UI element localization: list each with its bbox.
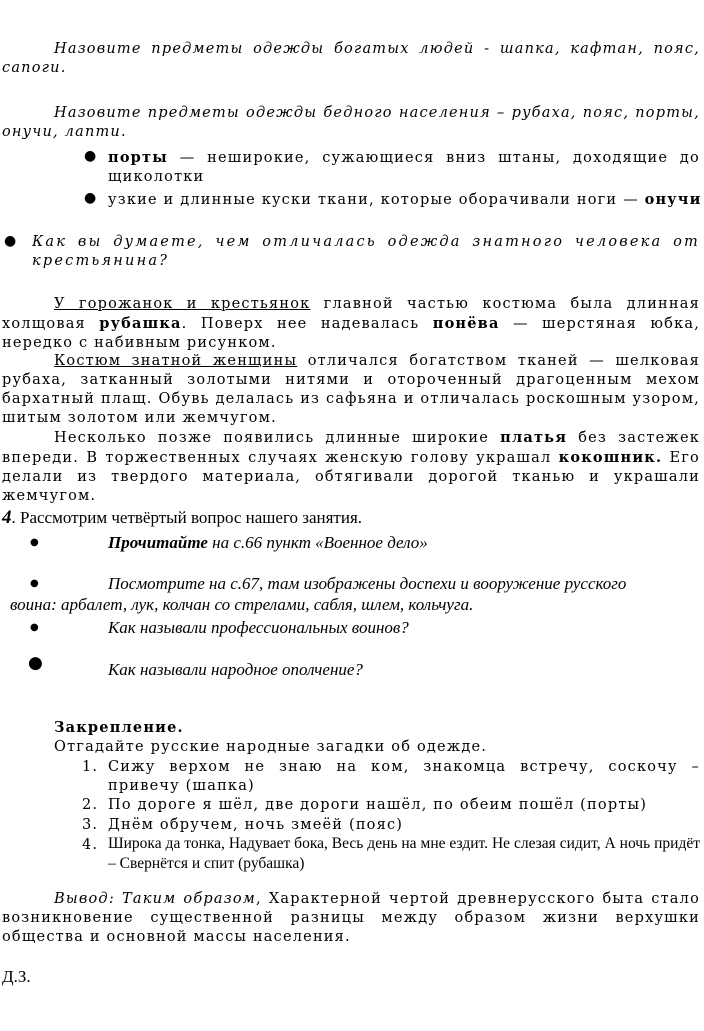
conclusion-label: Вывод: Таким образом xyxy=(54,891,256,907)
paragraph-noble-costume: Костюм знатной женщины отличался богатством тканей — шелковая рубаха, затканный золотыми нитями и отороченный драгоценным мехом бархатный плащ. Обувь делалась из сафьяна и отличалась роскошным узором, шитым золотом или жемчугом. xyxy=(2,353,700,426)
question-poor-clothing xyxy=(2,104,700,142)
term-onuchi: онучи xyxy=(644,191,702,208)
term-platya: платья xyxy=(500,429,568,446)
bullet-icon: ● xyxy=(30,578,39,589)
riddles-intro: Отгадайте русские народные загадки об одежде. xyxy=(54,739,488,755)
term-poneva: понёва xyxy=(432,315,500,332)
task-professional-warriors: Как называли профессиональных воинов? xyxy=(108,618,409,637)
task-militia: Как называли народное ополчение? xyxy=(108,660,363,679)
task-look-page-line2: воина: арбалет, лук, колчан со стрелами, сабля, шлем, кольчуга. xyxy=(10,595,474,614)
conclusion-paragraph xyxy=(2,890,700,947)
term-porty: порты xyxy=(108,149,168,166)
task-look-page-line1: Посмотрите на с.67, там изображены доспехи и вооружение русского xyxy=(108,574,627,593)
question-rich-clothing-text: Назовите предметы одежды богатых людей - шапка, кафтан, пояс, сапоги. xyxy=(2,41,700,76)
riddle-number: 2. xyxy=(82,797,99,813)
question-number: 4 xyxy=(2,507,12,528)
term-rubashka: рубашка xyxy=(99,315,182,332)
bullet-icon: ● xyxy=(84,190,97,206)
underlined-phrase: Костюм знатной женщины xyxy=(54,353,298,369)
section-heading-fixing: Закрепление. xyxy=(54,719,184,736)
paragraph-peasant-costume: У горожанок и крестьянок главной частью костюма была длинная холщовая рубашка. Поверх нее надевалась понёва — шерстяная юбка, нередко с набивным рисунком. xyxy=(2,296,701,351)
homework-label: Д.З. xyxy=(2,967,31,986)
conclusion-text: , Характерной чертой древнерусского быта стало возникновение существенной разницы между образом жизни верхушки общества и основной массы населения. xyxy=(2,891,700,945)
question-rich-clothing xyxy=(2,40,700,78)
term-kokoshnik: кокошник. xyxy=(558,449,663,466)
riddle-number: 1. xyxy=(82,759,99,775)
bullet-icon: ● xyxy=(28,653,43,673)
riddle-number: 4. xyxy=(82,837,99,853)
bullet-icon: ● xyxy=(30,622,39,633)
question-four-heading: 4. Рассмотрим четвёртый вопрос нашего занятия. xyxy=(2,507,363,528)
definition-onuchi-text: узкие и длинные куски ткани, которые оборачивали ноги — xyxy=(108,192,645,208)
bullet-icon: ● xyxy=(84,148,97,164)
riddle-item-2: По дороге я шёл, две дороги нашёл, по обеим пошёл (порты) xyxy=(108,797,648,813)
task-read-bold: Прочитайте xyxy=(108,533,208,552)
question-noble-vs-peasant-text: Как вы думаете, чем отличалась одежда знатного человека от крестьянина? xyxy=(32,234,700,269)
bullet-icon: ● xyxy=(4,233,17,249)
paragraph-dresses-kokoshnik: Несколько позже появились длинные широкие платья без застежек впереди. В торжественных случаях женскую голову украшал кокошник. Его делали из твердого материала, обтягивали дорогой тканью и украшали жемчугом. xyxy=(2,429,701,504)
riddle-item-4: Широка да тонка, Надувает бока, Весь день на мне ездит. Не слезая сидит, А ночь придёт – Свернётся и спит (рубашка) xyxy=(108,835,700,872)
task-read-page: Прочитайте на с.66 пункт «Военное дело» xyxy=(108,533,428,552)
bullet-icon: ● xyxy=(30,537,39,548)
definition-porty xyxy=(108,148,700,187)
riddle-item-3: Днём обручем, ночь змеёй (пояс) xyxy=(108,817,404,833)
riddle-number: 3. xyxy=(82,817,99,833)
definition-onuchi xyxy=(108,190,704,210)
definition-porty-text: — неширокие, сужающиеся вниз штаны, доходящие до щиколотки xyxy=(108,150,700,185)
question-noble-vs-peasant xyxy=(32,233,700,271)
question-poor-clothing-text: Назовите предметы одежды бедного населения – рубаха, пояс, порты, онучи, лапти. xyxy=(2,105,700,140)
riddle-item-1: Сижу верхом не знаю на ком, знакомца встречу, соскочу – привечу (шапка) xyxy=(108,759,700,794)
underlined-phrase: У горожанок и крестьянок xyxy=(54,296,311,312)
